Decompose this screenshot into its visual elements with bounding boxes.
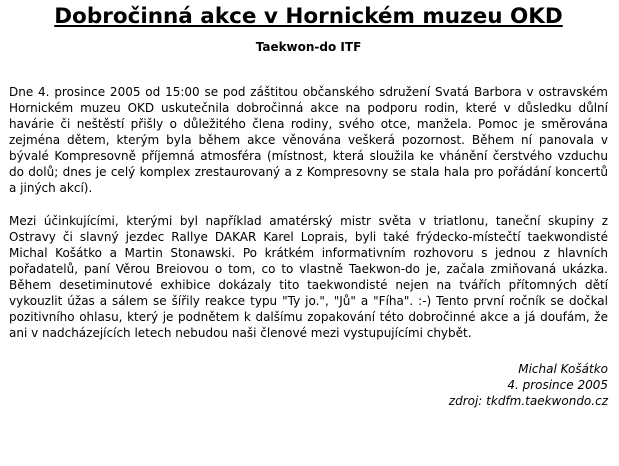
signature-source: zdroj: tkdfm.taekwondo.cz	[448, 394, 608, 408]
article-paragraph: Mezi účinkujícími, kterými byl například amatérský mistr světa v triatlonu, taneční skupiny z Ostravy či slavný jezdec Rallye DAKAR Karel Loprais, byli také frýdecko-místečtí taekwondisté Michal Košátko a Martin Stonawski. Po krátkém informativním rozhovoru s jednou z hlavních pořadatelů, paní Věrou Breiovou o tom, co to vlastně Taekwon-do je, začala zmiňovaná ukázka. Během desetiminutové exhibice dokázaly tito taekwondisté nejen na tvářích přítomných dětí vykouzlit úžas a sálem se šířily reakce typu "Ty jo.", "Jů" a "Fíha". :-) Tento první ročník se dočkal pozitivního ohlasu, který je podnětem k dalšímu zopakování této dobročinné akce a já doufám, že ani v nadcházejících letech nebudou naši členové mezi vystupujícími chybět.	[9, 214, 608, 340]
signature-block	[9, 361, 608, 409]
signature-date: 4. prosince 2005	[507, 378, 608, 392]
article-title: Dobročinná akce v Hornickém muzeu OKD	[54, 4, 563, 29]
article-paragraph: Dne 4. prosince 2005 od 15:00 se pod záštitou občanského sdružení Svatá Barbora v ostravském Hornickém muzeu OKD uskutečnila dobročinná akce na podporu rodin, které v důsledku důlní havárie či neštěstí přišly o důležitého člena rodiny, svého otce, manžela. Pomoc je směrována zejména dětem, kterým byla během akce věnována veškerá pozornost. Během ní panovala v bývalé Kompresovně příjemná atmosféra (místnost, která sloužila ke vhánění čerstvého vzduchu do dolů; dnes je celý komplex zrestaurovaný a z Kompresovny se stala hala pro pořádání koncertů a jiných akcí).	[9, 85, 608, 195]
signature-author: Michal Košátko	[518, 362, 608, 376]
article-subtitle: Taekwon-do ITF	[255, 40, 362, 54]
